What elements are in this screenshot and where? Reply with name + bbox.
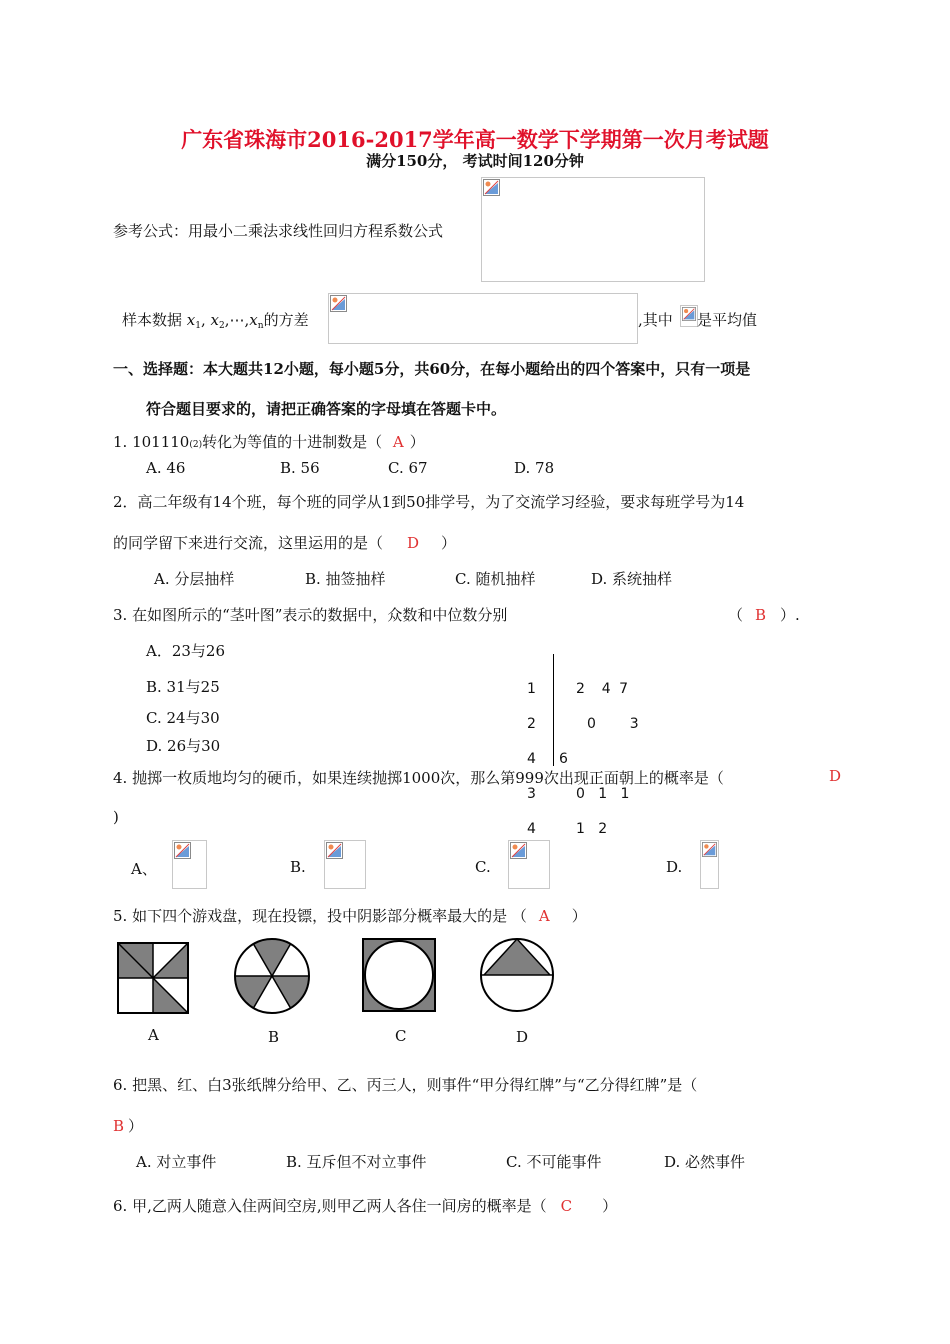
q4-option-b: B. (290, 858, 306, 876)
q2-option-b: B. 抽签抽样 (305, 570, 386, 588)
section-heading: 一、选择题：本大题共12小题，每小题5分，共60分，在每小题给出的四个答案中，只有一项是 (113, 360, 751, 378)
q5-close: ） (571, 907, 587, 925)
mean-label: 是平均值 (697, 311, 758, 329)
board-b-shade-1 (254, 939, 291, 976)
q4-option-c-image (508, 840, 550, 889)
q1-option-b: B. 56 (280, 459, 320, 477)
q4-option-d-image (700, 840, 719, 889)
exam-subtitle: 满分150分， 考试时间120分钟 (366, 152, 584, 170)
q2-option-c: C. 随机抽样 (455, 570, 536, 588)
q1-answer: A (392, 433, 404, 451)
board-label-c: C (395, 1027, 407, 1045)
question-6-line2 (113, 1115, 143, 1136)
sub-2: 2 (219, 321, 225, 331)
game-board-c (360, 936, 440, 1016)
q1-stem2: 转化为等值的十进制数是（ (202, 433, 383, 451)
section-heading-cont: 符合题目要求的，请把正确答案的字母填在答题卡中。 (146, 400, 507, 418)
q6-option-c: C. 不可能事件 (506, 1153, 602, 1171)
question-2-line2 (113, 532, 456, 553)
stem-1: 1 (527, 681, 536, 697)
q1-stem: 1. 101110 (113, 433, 190, 451)
board-label-a: A (148, 1026, 159, 1044)
question-7 (113, 1195, 617, 1216)
q1-option-d: D. 78 (514, 459, 555, 477)
where-label: ,其中 (638, 311, 673, 329)
q3-option-c: C. 24与30 (146, 709, 220, 727)
q7-answer: C (560, 1197, 573, 1215)
formula-reference-text: 参考公式：用最小二乘法求线性回归方程系数公式 (113, 222, 444, 240)
game-board-a (113, 938, 193, 1018)
q4-option-b-image (324, 840, 366, 889)
sub-n: n (257, 321, 264, 331)
stem-2: 2 (527, 716, 536, 732)
q4-close: ) (113, 808, 119, 826)
stem-3: 4 (527, 751, 536, 767)
question-5 (113, 905, 587, 926)
variance-formula-image (328, 293, 638, 344)
game-board-d (476, 936, 558, 1016)
page-title: 广东省珠海市2016-2017学年高一数学下学期第一次月考试题 (181, 127, 769, 152)
question-1 (113, 431, 425, 452)
broken-image-icon (702, 842, 717, 857)
sample-data-line: 样本数据 $x_1$, $x_2,\cdots,x_n$的方差 (122, 311, 309, 331)
q7-close: ） (602, 1197, 618, 1215)
q6-answer: B (113, 1117, 125, 1135)
broken-image-icon (682, 307, 696, 321)
q4-option-a-image (172, 840, 207, 889)
question-2-line1: 2．高二年级有14个班，每个班的同学从1到50排学号，为了交流学习经验，要求每班学号为14 (113, 493, 745, 511)
leaves-5: 1 2 (576, 821, 608, 837)
q1-option-c: C. 67 (388, 459, 428, 477)
variance-label: 的方差 (263, 311, 309, 329)
q1-option-a: A. 46 (146, 459, 186, 477)
board-b-shade-2 (272, 976, 309, 1008)
q2-option-a: A. 分层抽样 (154, 570, 235, 588)
var-xn: x (249, 311, 258, 329)
q3-option-d: D. 26与30 (146, 737, 221, 755)
board-label-b: B (268, 1028, 280, 1046)
leaves-1: 2 4 7 (576, 681, 629, 697)
board-d-shade (484, 940, 550, 975)
mean-symbol-image (680, 305, 698, 327)
question-4: 4. 抛掷一枚质地均匀的硬币，如果连续抛掷1000次，那么第999次出现正面朝上的概率是（ (113, 769, 724, 787)
leaves-4: 0 1 1 (576, 786, 630, 802)
board-b-shade-3 (235, 976, 272, 1008)
q6-close: ） (128, 1117, 144, 1135)
q6-option-b: B. 互斥但不对立事件 (286, 1153, 427, 1171)
q4-option-d: D. (666, 858, 683, 876)
leaves-2: 0 3 (587, 716, 639, 732)
q3-open: （ (728, 606, 744, 624)
q4-option-c: C. (475, 858, 491, 876)
q3-answer: B (755, 606, 767, 624)
game-board-b (232, 936, 312, 1016)
q3-option-b: B. 31与25 (146, 678, 220, 696)
stem-4: 3 (527, 786, 536, 802)
q3-answer-group (728, 604, 800, 625)
broken-image-icon (326, 842, 343, 859)
stem-5: 4 (527, 821, 536, 837)
q1-close: ） (409, 433, 425, 451)
broken-image-icon (330, 295, 347, 312)
var-x1: x (186, 311, 196, 329)
sample-prefix: 样本数据 (122, 311, 183, 329)
q4-option-a: A、 (131, 860, 157, 878)
question-6-line1: 6. 把黑、红、白3张纸牌分给甲、乙、丙三人，则事件“甲分得红牌”与“乙分得红牌”是（ (113, 1076, 698, 1094)
q2-option-d: D. 系统抽样 (591, 570, 673, 588)
board-label-d: D (516, 1028, 529, 1046)
q3-close: ）. (780, 606, 800, 624)
q1-base: (2) (189, 440, 203, 450)
q2-answer: D (407, 534, 420, 552)
q5-answer: A (538, 907, 550, 925)
q6-option-d: D. 必然事件 (664, 1153, 746, 1171)
q2-stem: 的同学留下来进行交流，这里运用的是（ (113, 534, 384, 552)
var-x2: x (210, 311, 220, 329)
q3-option-a: A．23与26 (146, 642, 226, 660)
broken-image-icon (483, 179, 500, 196)
q4-answer: D (829, 767, 842, 785)
leaves-3: 6 (559, 751, 568, 767)
ellipsis: ,⋯, (224, 311, 250, 329)
sub-1: 1 (195, 321, 201, 331)
question-3: 3. 在如图所示的“茎叶图”表示的数据中，众数和中位数分别 (113, 606, 508, 624)
q7-stem: 6. 甲,乙两人随意入住两间空房,则甲乙两人各住一间房的概率是（ (113, 1197, 547, 1215)
broken-image-icon (510, 842, 527, 859)
q2-close: ） (441, 534, 457, 552)
stem-leaf-divider (553, 654, 554, 766)
regression-formula-image (481, 177, 705, 282)
q5-stem: 5. 如下四个游戏盘，现在投镖，投中阴影部分概率最大的是 （ (113, 907, 527, 925)
q6-option-a: A. 对立事件 (136, 1153, 217, 1171)
broken-image-icon (174, 842, 191, 859)
